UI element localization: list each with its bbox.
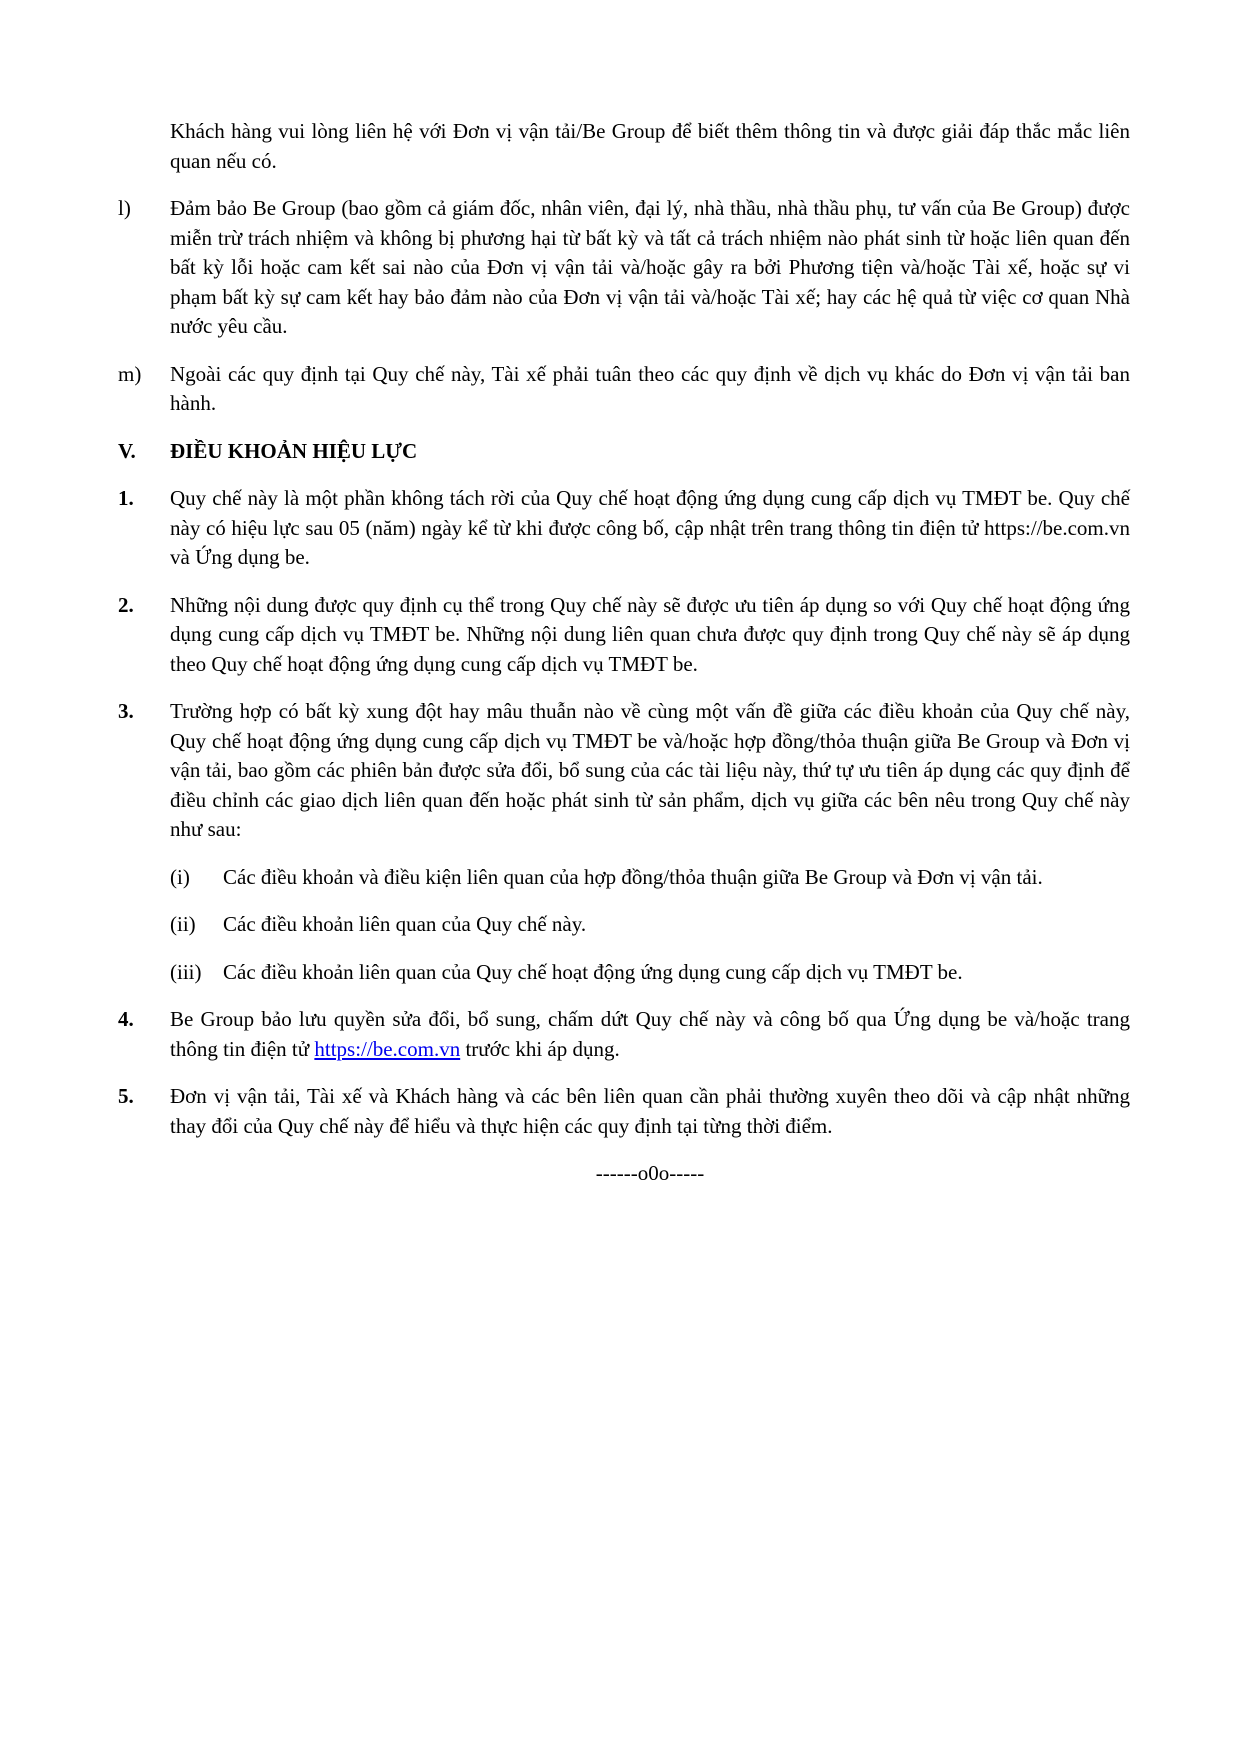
numbered-item-3-label: 3. — [118, 699, 134, 723]
numbered-item-3-text: Trường hợp có bất kỳ xung đột hay mâu thuẫn nào về cùng một vấn đề giữa các điều khoản của Quy chế này, Quy chế hoạt động ứng dụng cung cấp dịch vụ TMĐT be và/hoặc hợp đồng/thỏa thuận giữa Be Group và Đơn vị vận tải, bao gồm các phiên bản được sửa đổi, bổ sung của các tài liệu này, thứ tự ưu tiên áp dụng các quy định để điều chỉnh các giao dịch liên quan đến hoặc phát sinh từ sản phẩm, dịch vụ giữa các bên nêu trong Quy chế này như sau: — [170, 699, 1130, 841]
lettered-item-l-label: l) — [118, 196, 131, 220]
sub-item-i-label: (i) — [170, 864, 190, 889]
section-heading-title: ĐIỀU KHOẢN HIỆU LỰC — [170, 438, 418, 463]
lettered-item-m-label: m) — [118, 361, 142, 386]
intro-paragraph-spacer — [118, 117, 170, 176]
numbered-item-4-label: 4. — [118, 1007, 134, 1031]
sub-item-iii-text — [223, 958, 1130, 988]
numbered-item-4-text-before: Be Group bảo lưu quyền sửa đổi, bổ sung, chấm dứt Quy chế này và công bố qua Ứng dụng be và/hoặc trang thông tin điện tử — [170, 1007, 1130, 1061]
end-separator: ------o0o----- — [595, 1161, 705, 1185]
sub-item-i-text: Các điều khoản và điều kiện liên quan của hợp đồng/thỏa thuận giữa Be Group và Đơn vị vận tải. — [223, 864, 1043, 889]
numbered-item-2-label: 2. — [118, 592, 134, 617]
numbered-item-4 — [118, 1005, 1130, 1064]
sub-item-iii-text-span: Các điều khoản liên quan của Quy chế hoạt động ứng dụng cung cấp dịch vụ TMĐT be. — [223, 959, 963, 984]
numbered-item-4-text-after: trước khi áp dụng. — [460, 1036, 620, 1061]
numbered-item-3 — [118, 697, 1130, 845]
section-heading-label: V. — [118, 438, 136, 463]
numbered-item-5-label: 5. — [118, 1084, 134, 1108]
lettered-item-m — [118, 360, 1130, 419]
numbered-item-5-text: Đơn vị vận tải, Tài xế và Khách hàng và các bên liên quan cần phải thường xuyên theo dõi và cập nhật những thay đổi của Quy chế này để hiểu và thực hiện các quy định tại từng thời điểm. — [170, 1084, 1130, 1138]
numbered-item-4-text — [170, 1005, 1130, 1064]
intro-paragraph — [118, 117, 1130, 176]
lettered-item-m-text: Ngoài các quy định tại Quy chế này, Tài xế phải tuân theo các quy định về dịch vụ khác do Đơn vị vận tải ban hành. — [170, 361, 1130, 415]
section-heading — [118, 437, 1130, 467]
lettered-item-l — [118, 194, 1130, 342]
numbered-item-2-text: Những nội dung được quy định cụ thể trong Quy chế này sẽ được ưu tiên áp dụng so với Quy chế hoạt động ứng dụng cung cấp dịch vụ TMĐT be. Những nội dung liên quan chưa được quy định trong Quy chế này sẽ áp dụng theo Quy chế hoạt động ứng dụng cung cấp dịch vụ TMĐT be. — [170, 592, 1130, 676]
numbered-item-5 — [118, 1082, 1130, 1141]
sub-item-ii-text: Các điều khoản liên quan của Quy chế này. — [223, 912, 587, 936]
numbered-item-1 — [118, 484, 1130, 573]
lettered-item-l-text: Đảm bảo Be Group (bao gồm cả giám đốc, nhân viên, đại lý, nhà thầu, nhà thầu phụ, tư vấn của Be Group) được miễn trừ trách nhiệm và không bị phương hại từ bất kỳ và tất cả trách nhiệm nào phát sinh từ hoặc liên quan đến bất kỳ lỗi hoặc cam kết sai nào của Đơn vị vận tải và/hoặc gây ra bởi Phương tiện và/hoặc Tài xế, hoặc sự vi phạm bất kỳ sự cam kết hay bảo đảm nào của Đơn vị vận tải và/hoặc Tài xế; hay các hệ quả từ việc cơ quan Nhà nước yêu cầu. — [170, 196, 1130, 338]
numbered-item-1-text: Quy chế này là một phần không tách rời của Quy chế hoạt động ứng dụng cung cấp dịch vụ TMĐT be. Quy chế này có hiệu lực sau 05 (năm) ngày kể từ khi được công bố, cập nhật trên trang thông tin điện tử https://be.com.vn và Ứng dụng be. — [170, 486, 1130, 569]
sub-item-iii — [170, 958, 1130, 988]
sub-item-iii-label: (iii) — [170, 959, 202, 984]
intro-paragraph-text: Khách hàng vui lòng liên hệ với Đơn vị vận tải/Be Group để biết thêm thông tin và được giải đáp thắc mắc liên quan nếu có. — [170, 119, 1130, 173]
sub-item-i — [170, 863, 1130, 893]
sub-item-ii — [170, 910, 1130, 940]
sub-item-ii-label: (ii) — [170, 912, 196, 936]
numbered-item-1-label: 1. — [118, 486, 134, 510]
numbered-item-2 — [118, 591, 1130, 680]
be-website-link[interactable]: https://be.com.vn — [314, 1036, 461, 1061]
